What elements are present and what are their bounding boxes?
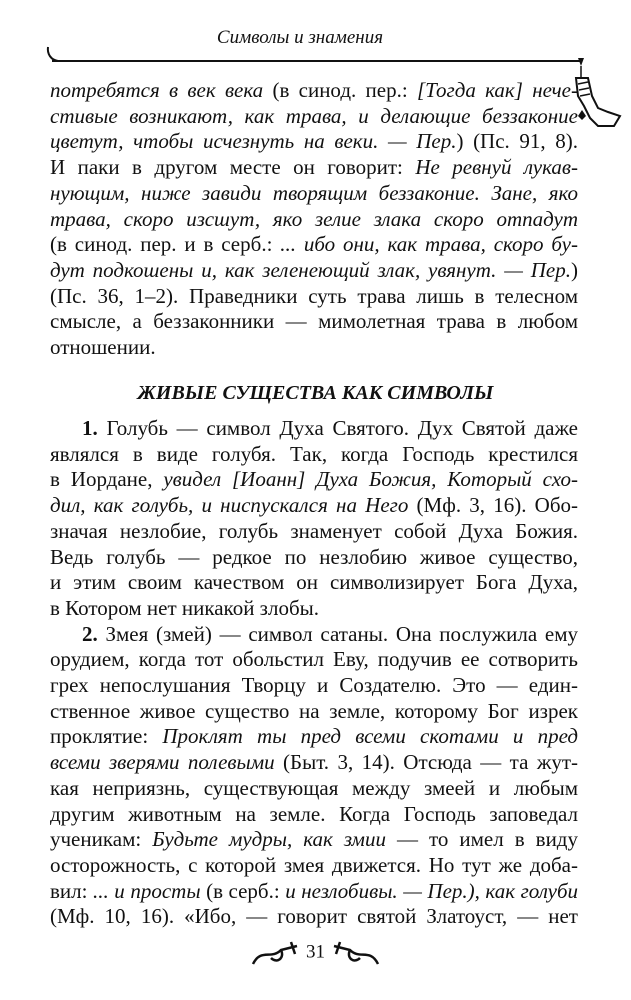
header-rule <box>52 60 582 62</box>
italic-text: стивые возникают, как трава, и делающие беззаконие <box>50 103 578 128</box>
text-line <box>50 231 578 257</box>
text-line <box>50 103 578 129</box>
text-line <box>50 128 578 154</box>
italic-text: дут подкошены и, как зеленеющий злак, увянут. — Пер. <box>50 257 571 282</box>
text: ) <box>571 257 578 282</box>
text: осторожность, с которой змея движется. Но тут же доба- <box>50 852 578 877</box>
item-number: 2. <box>82 621 98 646</box>
text-line <box>50 180 578 206</box>
text-line <box>50 544 578 570</box>
text: вил: <box>50 878 94 903</box>
text-line <box>50 308 578 334</box>
text-line <box>82 621 578 647</box>
text: отношении. <box>50 335 156 359</box>
right-floral-ornament <box>330 938 380 968</box>
page-number: 31 <box>306 941 325 963</box>
text-line <box>50 154 578 180</box>
text: Голубь — символ Духа Святого. Дух Святой даже <box>97 416 578 440</box>
italic-text: ... и просты <box>93 878 201 903</box>
text: и этим своим качеством он символизирует Бога Духа, <box>50 570 578 595</box>
text: проклятие: <box>50 724 163 749</box>
italic-text: увидел [Иоанн] Духа Божия, Который схо- <box>163 467 578 492</box>
text-line <box>50 646 578 672</box>
text-line <box>50 492 578 518</box>
text: в Иордане, <box>50 467 164 492</box>
item-number: 1. <box>82 416 98 440</box>
text: (в синод. пер.: <box>263 78 417 102</box>
text: (в синод. пер. и в серб.: <box>50 232 281 257</box>
text-line <box>50 77 578 103</box>
text: ственное живое существо на земле, которому Бог изрек <box>50 698 578 723</box>
italic-text: [Тогда как] нече- <box>416 78 578 102</box>
running-head: Символы и знамения <box>216 27 384 48</box>
text-line <box>50 257 578 283</box>
text: в Котором нет никакой злобы. <box>50 595 320 620</box>
text-line <box>50 283 578 309</box>
text-line <box>50 852 578 878</box>
text-line <box>82 415 578 441</box>
text: (в серб.: <box>200 878 286 903</box>
text: грех непослушания Творцу и Создателю. Это — един- <box>50 673 578 697</box>
text-line <box>50 466 578 492</box>
left-floral-ornament <box>251 938 301 968</box>
text-line <box>50 441 578 467</box>
text-line <box>50 206 578 232</box>
text: кая неприязнь, существующая между змеей и любым <box>50 775 578 800</box>
text-line <box>50 903 578 929</box>
text: Ведь голубь — редкое по незлобию живое существо, <box>50 544 578 569</box>
text: (Мф. 10, 16). «Ибо, — говорит святой Златоуст, — нет <box>50 904 578 929</box>
text-line <box>50 569 578 595</box>
text: ученикам: <box>50 827 153 852</box>
italic-text: Проклят ты пред всеми скотами и пред <box>162 724 578 749</box>
text: являлся в виде голубя. Так, когда Господь крестился <box>50 441 578 466</box>
text-line <box>50 826 578 852</box>
text-line <box>50 334 578 360</box>
italic-text: Не ревнуй лукав- <box>415 155 578 180</box>
italic-text: Будьте мудры, как змии <box>152 827 386 852</box>
text: значая незлобие, голубь знаменует собой Духа Божия. <box>50 518 578 543</box>
text-line <box>50 672 578 698</box>
text-line <box>50 775 578 801</box>
text: Змея (змей) — символ сатаны. Она послужила ему <box>97 621 578 646</box>
text: — то имел в виду <box>385 827 578 852</box>
text: смысле, а беззаконники — мимолетная трава в любом <box>50 309 578 334</box>
italic-text: трава, скоро изсшут, яко зелие злака скоро отпадут <box>50 206 578 231</box>
section-heading: ЖИВЫЕ СУЩЕСТВА КАК СИМВОЛЫ <box>137 382 494 404</box>
text: (Пс. 36, 1–2). Праведники суть трава лишь в телесном <box>50 283 578 308</box>
text-line <box>50 518 578 544</box>
text: орудием, когда тот обольстил Еву, подучив ее сотворить <box>50 647 578 672</box>
text: И паки в другом месте он говорит: <box>50 155 416 180</box>
text-line <box>50 801 578 827</box>
text: (Мф. 3, 16). Обо- <box>408 493 579 518</box>
text-line <box>50 878 578 904</box>
page-footer <box>0 938 631 968</box>
text: (Быт. 3, 14). Отсюда — та жут- <box>274 750 578 775</box>
italic-text: нующим, ниже завиди творящим беззаконие. Зане, яко <box>50 180 578 205</box>
italic-text: всеми зверями полевыми <box>50 750 275 775</box>
italic-text: цветут, чтобы исчезнуть на веки. — Пер. <box>50 129 457 154</box>
text-line <box>50 698 578 724</box>
text: ) (Пс. 91, 8). <box>456 129 578 154</box>
text: другим животным на земле. Когда Господь заповедал <box>50 801 578 826</box>
italic-text: потребятся в век века <box>50 78 264 102</box>
text-line <box>50 749 578 775</box>
text-line <box>50 595 578 621</box>
italic-text: дил, как голубь, и ниспускался на Него <box>50 493 409 518</box>
italic-text: и незлобивы. — Пер.), как голуби <box>285 878 579 903</box>
italic-text: ... ибо они, как трава, скоро бу- <box>280 232 578 257</box>
text-line <box>50 723 578 749</box>
